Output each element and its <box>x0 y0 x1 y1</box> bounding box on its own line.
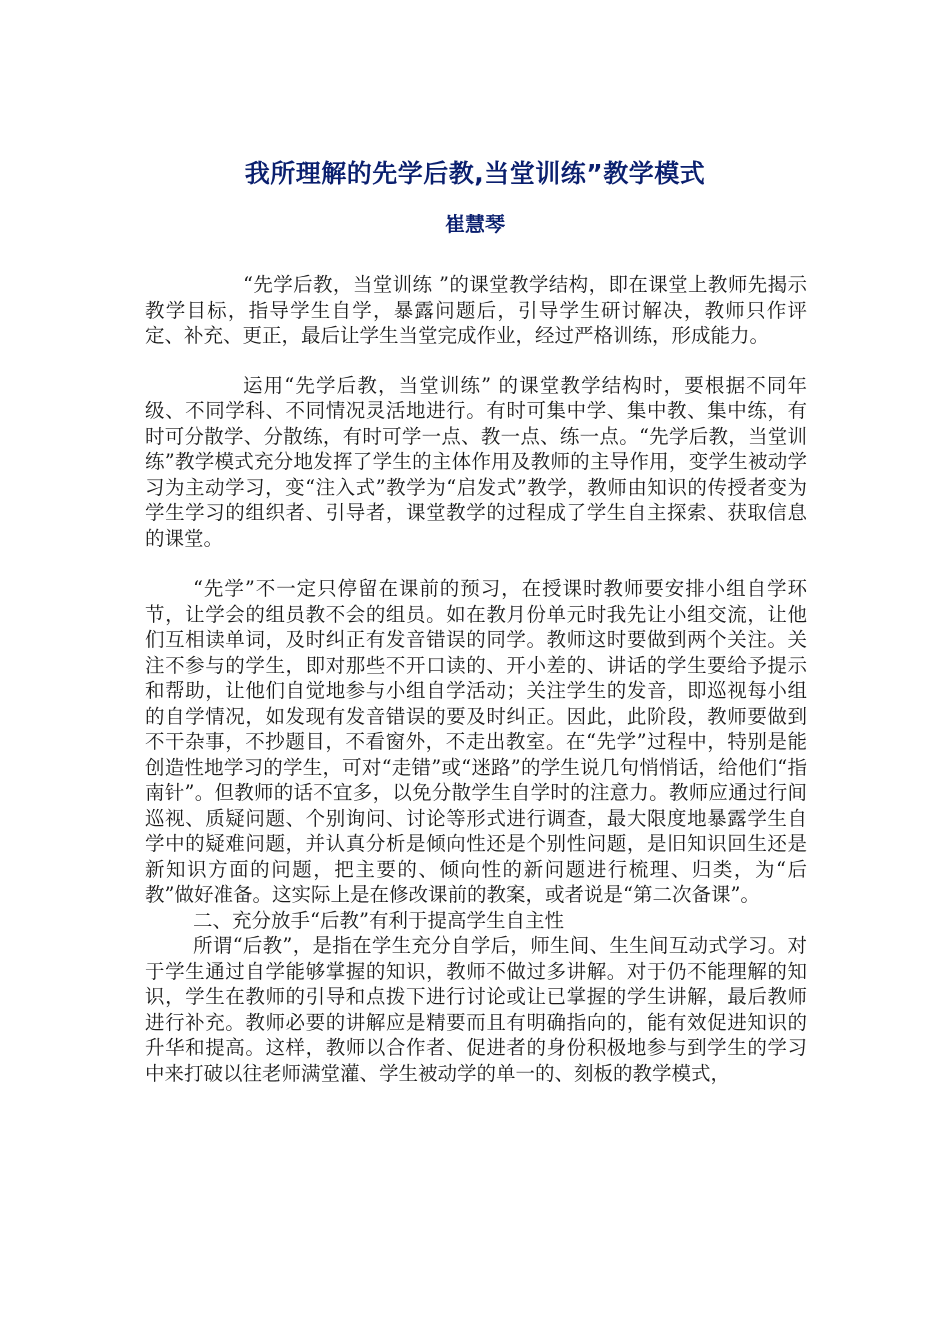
paragraph-4: 所谓“后教”，是指在学生充分自学后，师生间、生生间互动式学习。对于学生通过自学能够掌握的知识，教师不做过多讲解。对于仍不能理解的知识，学生在教师的引导和点拨下进行讨论或让已掌握的学生讲解，最后教师进行补充。教师必要的讲解应是精要而且有明确指向的，能有效促进知识的升华和提高。这样，教师以合作者、促进者的身份积极地参与到学生的学习中来打破以往老师满堂灌、学生被动学的单一的、刻板的教学模式， <box>145 934 807 1085</box>
document-body <box>145 272 807 1086</box>
paragraph-2: 运用“先学后教，当堂训练” 的课堂教学结构时，要根据不同年级、不同学科、不同情况灵活地进行。有时可集中学、集中教、集中练，有时可分散学、分散练，有时可学一点、教一点、练一点。“先学后教，当堂训练”教学模式充分地发挥了学生的主体作用及教师的主导作用，变学生被动学习为主动学习，变“注入式”教学为“启发式”教学，教师由知识的传授者变为学生学习的组织者、引导者，课堂教学的过程成了学生自主探索、获取信息的课堂。 <box>145 373 807 550</box>
document-author: 崔慧琴 <box>445 212 505 236</box>
section-heading-2: 二、充分放手“后教”有利于提高学生自主性 <box>193 908 564 932</box>
document-title: 我所理解的先学后教,当堂训练”教学模式 <box>244 159 706 188</box>
paragraph-1: “先学后教，当堂训练 ”的课堂教学结构，即在课堂上教师先揭示教学目标，指导学生自学，暴露问题后，引导学生研讨解决，教师只作评定、补充、更正，最后让学生当堂完成作业，经过严格训练，形成能力。 <box>145 273 807 347</box>
paragraph-3: “先学”不一定只停留在课前的预习，在授课时教师要安排小组自学环节，让学会的组员教不会的组员。如在教月份单元时我先让小组交流，让他们互相读单词，及时纠正有发音错误的同学。教师这时要做到两个关注。关注不参与的学生，即对那些不开口读的、开小差的、讲话的学生要给予提示和帮助，让他们自觉地参与小组自学活动；关注学生的发音，即巡视每小组的自学情况，如发现有发音错误的要及时纠正。因此，此阶段，教师要做到不干杂事，不抄题目，不看窗外，不走出教室。在“先学”过程中，特别是能创造性地学习的学生，可对“走错”或“迷路”的学生说几句悄悄话，给他们“指南针”。但教师的话不宜多，以免分散学生自学时的注意力。教师应通过行间巡视、质疑问题、个别询问、讨论等形式进行调查，最大限度地暴露学生自学中的疑难问题，并认真分析是倾向性还是个别性问题，是旧知识回生还是新知识方面的问题，把主要的、倾向性的新问题进行梳理、归类，为“后教”做好准备。这实际上是在修改课前的教案，或者说是“第二次备课”。 <box>145 577 807 906</box>
